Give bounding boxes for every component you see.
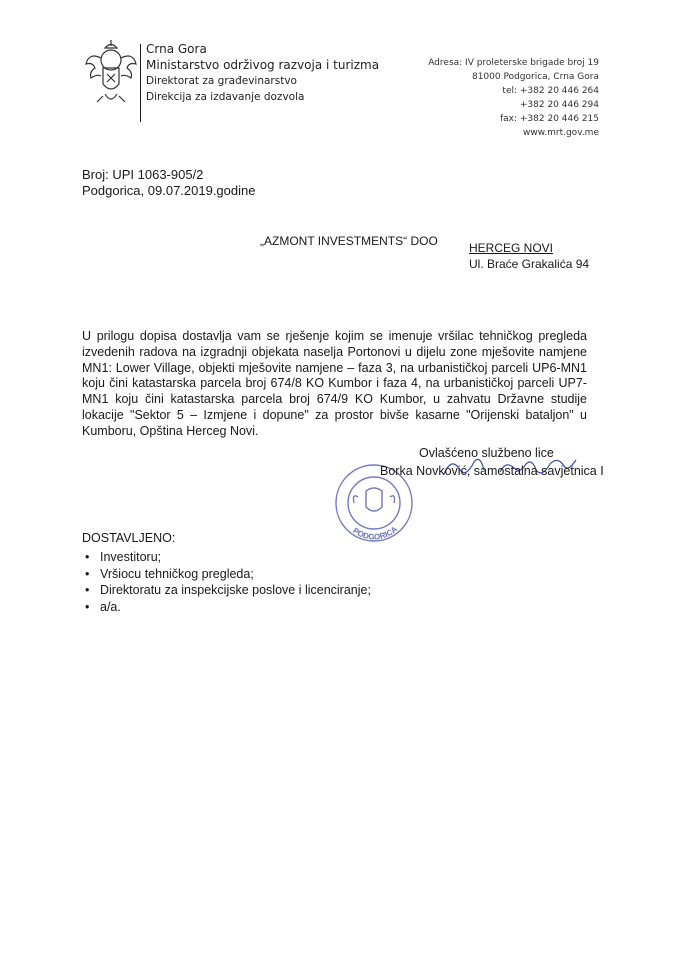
reference-block [82, 167, 255, 199]
list-item: • Investitoru; [82, 549, 371, 566]
svg-text:PODGORICA [351, 524, 399, 541]
list-item: • Vršiocu tehničkog pregleda; [82, 566, 371, 583]
distribution-list [82, 549, 371, 615]
coat-of-arms-icon [83, 38, 139, 106]
directorate-unit: Direkcija za izdavanje dozvola [146, 91, 305, 103]
country-name: Crna Gora [146, 42, 207, 56]
directorate-name: Direktorat za građevinarstvo [146, 75, 297, 87]
phone-1: tel: +382 20 446 264 [502, 86, 599, 96]
website-link[interactable]: www.mrt.gov.me [523, 128, 599, 138]
letterhead [146, 41, 379, 105]
signatory-title: Ovlašćeno službeno lice [419, 446, 554, 460]
list-item: • a/a. [82, 599, 371, 616]
address-block [428, 56, 599, 140]
recipient-company: „AZMONT INVESTMENTS“ DOO [260, 234, 438, 248]
ministry-name: Ministarstvo održivog razvoja i turizma [146, 58, 380, 72]
phone-2: +382 20 446 294 [519, 100, 599, 110]
recipient-street: Ul. Braće Grakalića 94 [469, 257, 590, 271]
signatory-name: Borka Novković, samostalna savjetnica I [380, 464, 604, 478]
address-city: 81000 Podgorica, Crna Gora [471, 72, 599, 82]
letterhead-divider [140, 44, 141, 122]
fax: fax: +382 20 446 215 [499, 114, 599, 124]
address-line: Adresa: IV proleterske brigade broj 19 [428, 58, 599, 68]
reference-number: Broj: UPI 1063-905/2 [82, 167, 204, 182]
stamp-city: PODGORICA [351, 524, 400, 542]
list-item: • Direktoratu za inspekcijske poslove i licenciranje; [82, 582, 371, 599]
letter-body: U prilogu dopisa dostavlja vam se rješenje kojim se imenuje vršilac tehničkog pregleda izvedenih radova na izgradnji objekata naselja Portonovi u dijelu zone mješovite namjene MN1: Lower Village, objekti mješovite namjene – faza 3, na urbanističkoj parceli UP6-MN1 koju čini katastarska parcela broj 674/8 KO Kumbor i faza 4, na urbanističkoj parceli UP7-MN1 koju čini katastarska parcela broj 674/9 KO Kumbor, u zahvatu Državne studije lokacije "Sektor 5 – Izmjene i dopune" za prostor bivše kasarne "Orijenski bataljon" u Kumboru, Opština Herceg Novi. [82, 329, 587, 438]
recipient-city: HERCEG NOVI [469, 241, 554, 255]
distribution-title: DOSTAVLJENO: [82, 531, 176, 545]
place-date: Podgorica, 09.07.2019.godine [82, 183, 256, 198]
